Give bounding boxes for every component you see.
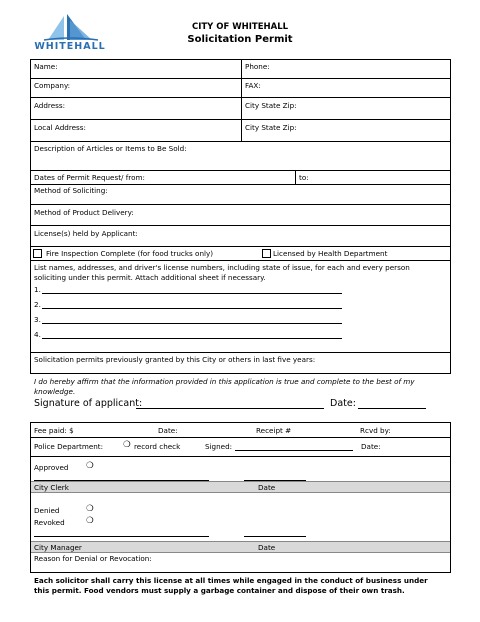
person-line-1[interactable] bbox=[42, 293, 342, 294]
city-state-zip-field[interactable]: City State Zip: bbox=[245, 101, 297, 110]
description-field[interactable]: Description of Articles or Items to Be Sold: bbox=[34, 144, 187, 153]
list-instructions: List names, addresses, and driver's license numbers, including state of issue, for each and every person soliciting under this permit. Attach additional sheet if necessary. bbox=[34, 263, 410, 282]
signature-label: Signature of applicant: bbox=[34, 398, 143, 409]
manager-date-line[interactable] bbox=[244, 536, 306, 537]
person-line-3[interactable] bbox=[42, 323, 342, 324]
city-manager-row bbox=[31, 541, 450, 553]
previous-permits-field[interactable]: Solicitation permits previously granted by this City or others in last five years: bbox=[34, 355, 316, 364]
city-manager-label: City Manager bbox=[34, 543, 82, 552]
approved-radio-icon[interactable]: ❍ bbox=[86, 461, 94, 471]
person-line-2-label: 2. bbox=[34, 300, 41, 309]
fax-field[interactable]: FAX: bbox=[245, 81, 261, 90]
receipt-label: Receipt # bbox=[256, 426, 292, 435]
person-line-2[interactable] bbox=[42, 308, 342, 309]
fee-paid-label: Fee paid: $ bbox=[34, 426, 74, 435]
city-manager-date-label: Date bbox=[258, 543, 276, 552]
health-license-label: Licensed by Health Department bbox=[273, 249, 388, 258]
fire-inspection-checkbox[interactable] bbox=[33, 249, 42, 258]
denied-radio-icon[interactable]: ❍ bbox=[86, 504, 94, 514]
footer-notice: Each solicitor shall carry this license at all times while engaged in the conduct of business under this permit. Food vendors must supply a garbage container and dispose of their own trash. bbox=[34, 576, 428, 595]
company-field[interactable]: Company: bbox=[34, 81, 71, 90]
name-field[interactable]: Name: bbox=[34, 62, 58, 71]
reason-field[interactable]: Reason for Denial or Revocation: bbox=[34, 554, 152, 563]
revoked-label: Revoked bbox=[34, 518, 65, 527]
fee-date-label: Date: bbox=[158, 426, 178, 435]
dates-from-field[interactable]: Dates of Permit Request/ from: bbox=[34, 173, 145, 182]
police-dept-label: Police Department: bbox=[34, 442, 104, 451]
phone-field[interactable]: Phone: bbox=[245, 62, 270, 71]
city-clerk-date-label: Date bbox=[258, 483, 276, 492]
record-check-radio-icon[interactable]: ❍ bbox=[123, 440, 131, 450]
city-clerk-label: City Clerk bbox=[34, 483, 69, 492]
licenses-field[interactable]: License(s) held by Applicant: bbox=[34, 229, 138, 238]
dates-to-field[interactable]: to: bbox=[299, 173, 309, 182]
approved-label: Approved bbox=[34, 463, 69, 472]
person-line-1-label: 1. bbox=[34, 285, 41, 294]
signature-date-label: Date: bbox=[330, 398, 356, 409]
person-line-4[interactable] bbox=[42, 338, 342, 339]
city-name: CITY OF WHITEHALL bbox=[191, 22, 289, 32]
signature-date-line[interactable] bbox=[358, 408, 426, 409]
person-line-4-label: 4. bbox=[34, 330, 41, 339]
person-line-3-label: 3. bbox=[34, 315, 41, 324]
revoked-radio-icon[interactable]: ❍ bbox=[86, 516, 94, 526]
local-city-state-zip-field[interactable]: City State Zip: bbox=[245, 123, 297, 132]
record-check-label: record check bbox=[134, 442, 181, 451]
affirmation-text: I do hereby affirm that the information provided in this application is true and complete to the best of my knowledge. bbox=[34, 377, 415, 396]
signed-label: Signed: bbox=[205, 442, 233, 451]
address-field[interactable]: Address: bbox=[34, 101, 66, 110]
method-soliciting-field[interactable]: Method of Soliciting: bbox=[34, 186, 108, 195]
police-date-label: Date: bbox=[361, 442, 381, 451]
page-title: Solicitation Permit bbox=[187, 34, 293, 45]
method-delivery-field[interactable]: Method of Product Delivery: bbox=[34, 208, 134, 217]
manager-signature-line[interactable] bbox=[34, 536, 209, 537]
city-clerk-row bbox=[31, 481, 450, 493]
local-address-field[interactable]: Local Address: bbox=[34, 123, 86, 132]
denied-label: Denied bbox=[34, 506, 60, 515]
logo-wordmark: WHITEHALL bbox=[34, 41, 106, 52]
health-license-checkbox[interactable] bbox=[262, 249, 271, 258]
police-signature-line[interactable] bbox=[235, 450, 353, 451]
signature-line[interactable] bbox=[136, 408, 324, 409]
fire-inspection-label: Fire Inspection Complete (for food trucks only) bbox=[46, 249, 214, 258]
rcvd-by-label: Rcvd by: bbox=[360, 426, 391, 435]
